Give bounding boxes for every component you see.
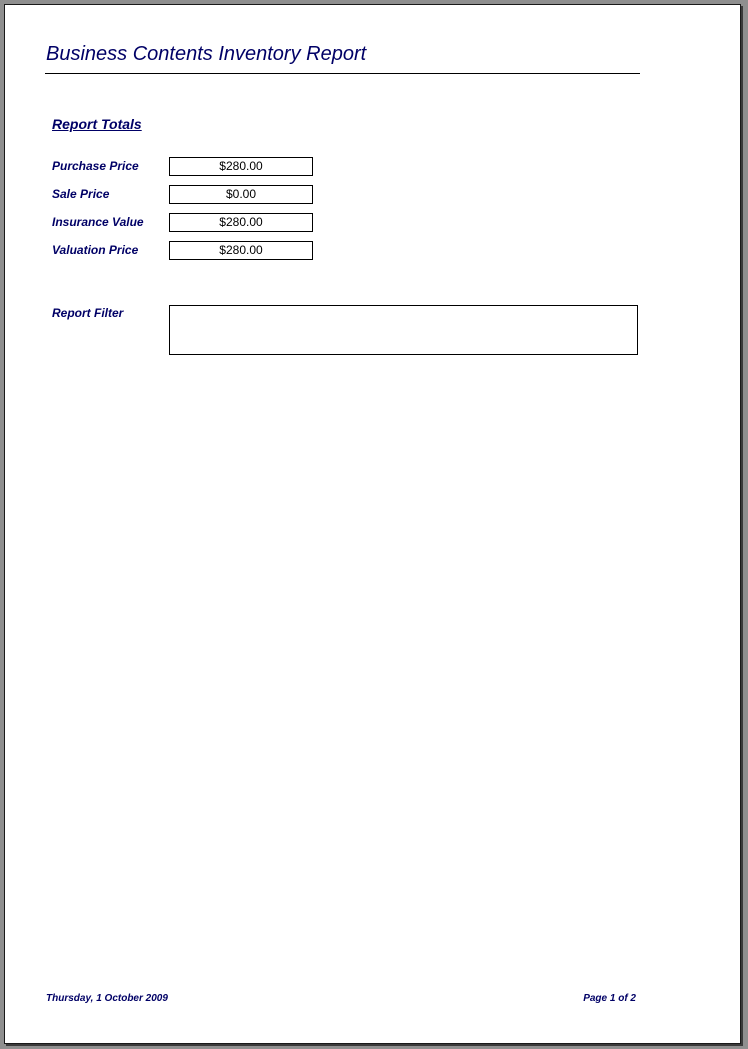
report-filter-label: Report Filter — [52, 306, 124, 320]
valuation-price-label: Valuation Price — [52, 243, 139, 257]
title-underline — [45, 73, 640, 74]
report-totals-heading: Report Totals — [52, 116, 142, 132]
insurance-value-value: $280.00 — [169, 213, 313, 232]
report-title: Business Contents Inventory Report — [46, 43, 367, 65]
valuation-price-value: $280.00 — [169, 241, 313, 260]
insurance-value-label: Insurance Value — [52, 215, 144, 229]
report-filter-box — [169, 305, 638, 355]
sale-price-value: $0.00 — [169, 185, 313, 204]
footer-page-number: Page 1 of 2 — [583, 993, 636, 1004]
report-page — [4, 4, 741, 1044]
purchase-price-value: $280.00 — [169, 157, 313, 176]
purchase-price-label: Purchase Price — [52, 159, 139, 173]
footer-date: Thursday, 1 October 2009 — [46, 993, 168, 1004]
sale-price-label: Sale Price — [52, 187, 110, 201]
